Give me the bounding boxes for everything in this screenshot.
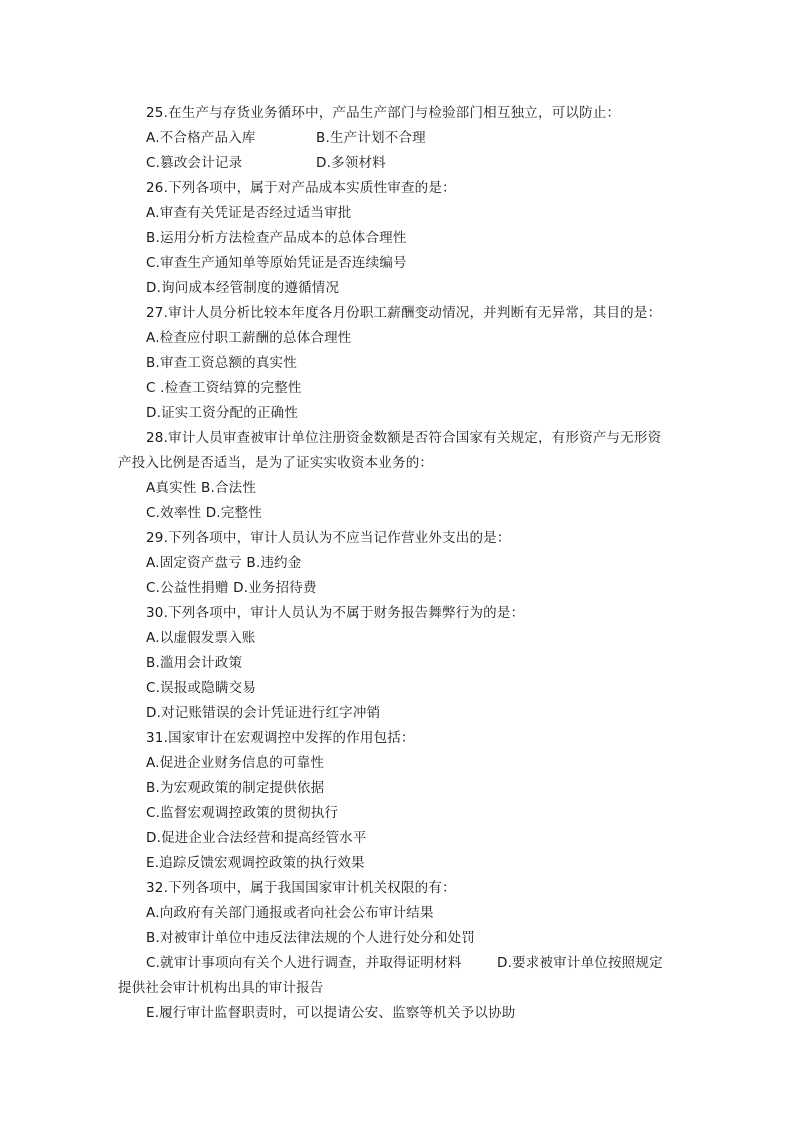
question-25: 25.在生产与存货业务循环中，产品生产部门与检验部门相互独立，可以防止：: [146, 105, 621, 121]
q32-option-b: B.对被审计单位中违反法律法规的个人进行处分和处罚: [146, 930, 476, 946]
q30-option-b: B.滥用会计政策: [146, 655, 243, 671]
question-29: 29.下列各项中，审计人员认为不应当记作营业外支出的是：: [146, 530, 511, 546]
q31-option-a: A.促进企业财务信息的可靠性: [146, 755, 325, 771]
q30-option-d: D.对记账错误的会计凭证进行红字冲销: [146, 705, 381, 721]
q26-option-a: A.审查有关凭证是否经过适当审批: [146, 205, 352, 221]
q32-option-a: A.向政府有关部门通报或者向社会公布审计结果: [146, 905, 434, 921]
q30-option-c: C.误报或隐瞒交易: [146, 680, 257, 696]
q25-option-d: D.多领材料: [316, 155, 386, 171]
q25-option-a: A.不合格产品入库: [146, 130, 256, 146]
q26-option-d: D.询问成本经管制度的遵循情况: [146, 280, 340, 296]
q28-options-ab: A真实性 B.合法性: [146, 480, 257, 496]
q27-option-c: C .检查工资结算的完整性: [146, 380, 302, 396]
q27-option-d: D.证实工资分配的正确性: [146, 405, 299, 421]
q26-option-b: B.运用分析方法检查产品成本的总体合理性: [146, 230, 407, 246]
q32-option-e: E.履行审计监督职责时，可以提请公安、监察等机关予以协助: [146, 1005, 516, 1021]
q28-options-cd: C.效率性 D.完整性: [146, 505, 262, 521]
q32-option-c: C.就审计事项向有关个人进行调查，并取得证明材料: [146, 955, 462, 971]
question-32: 32.下列各项中，属于我国国家审计机关权限的有：: [146, 880, 456, 896]
q25-option-b: B.生产计划不合理: [316, 130, 426, 146]
q32-option-d-line-1: D.要求被审计单位按照规定: [497, 955, 663, 971]
q27-option-a: A.检查应付职工薪酬的总体合理性: [146, 330, 352, 346]
q31-option-b: B.为宏观政策的制定提供依据: [146, 780, 325, 796]
q31-option-c: C.监督宏观调控政策的贯彻执行: [146, 805, 339, 821]
q31-option-e: E.追踪反馈宏观调控政策的执行效果: [146, 855, 365, 871]
q26-option-c: C.审查生产通知单等原始凭证是否连续编号: [146, 255, 407, 271]
question-28-line-2: 产投入比例是否适当，是为了证实实收资本业务的：: [118, 455, 434, 471]
question-30: 30.下列各项中，审计人员认为不属于财务报告舞弊行为的是：: [146, 605, 525, 621]
question-27: 27.审计人员分析比较本年度各月份职工薪酬变动情况，并判断有无异常，其目的是：: [146, 305, 662, 321]
q29-options-ab: A.固定资产盘亏 B.违约金: [146, 555, 302, 571]
q32-option-d-line-2: 提供社会审计机构出具的审计报告: [118, 980, 324, 996]
question-26: 26.下列各项中，属于对产品成本实质性审查的是：: [146, 180, 456, 196]
q27-option-b: B.审查工资总额的真实性: [146, 355, 297, 371]
q25-option-c: C.篡改会计记录: [146, 155, 243, 171]
q29-options-cd: C.公益性捐赠 D.业务招待费: [146, 580, 317, 596]
question-28-line-1: 28.审计人员审查被审计单位注册资金数额是否符合国家有关规定，有形资产与无形资: [146, 430, 662, 446]
question-31: 31.国家审计在宏观调控中发挥的作用包括：: [146, 730, 415, 746]
q31-option-d: D.促进企业合法经营和提高经管水平: [146, 830, 367, 846]
q30-option-a: A.以虚假发票入账: [146, 630, 256, 646]
